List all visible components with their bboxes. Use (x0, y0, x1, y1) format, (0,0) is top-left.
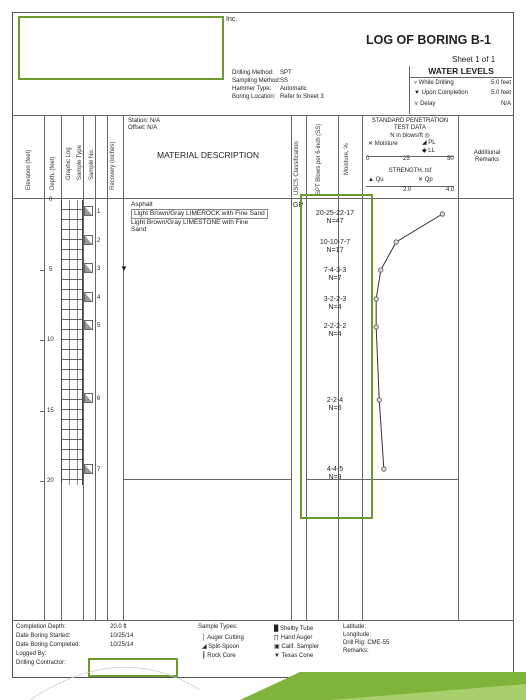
depth-header: Depth, (feet) (50, 156, 56, 190)
loc-label: Remarks: (343, 648, 369, 654)
sample-type-label: Hand Auger (280, 635, 313, 641)
water-row-label: Upon Completion (421, 90, 468, 96)
loc-label: Drill Rig: CME-55 (343, 640, 390, 646)
water-row-label: While Drilling (418, 80, 454, 86)
delay-icon: ⋎ (414, 101, 419, 107)
texas-cone-icon: ▼ (274, 653, 280, 659)
water-row-label: Delay (420, 101, 436, 107)
moisture-header: Moisture, % (344, 143, 350, 175)
footer-label: Completion Depth: (16, 624, 66, 630)
water-level-marker-icon: ▼ (120, 264, 128, 273)
footer-label: Drilling Contractor: (16, 660, 66, 666)
company-suffix: Inc. (226, 16, 238, 23)
sample-type-label: Shelby Tube (279, 626, 314, 632)
additional-remarks-header: Additional Remarks (473, 150, 501, 163)
info-value: SPT (280, 70, 292, 76)
scale-tick-0: 0 (366, 156, 370, 162)
sample-type-label: Auger Cutting (207, 635, 244, 641)
spt-blows-header: SPT Blows per 6-inch (SS) (316, 123, 322, 195)
blow-n-value: N=7 (328, 275, 342, 282)
sample-number: 2 (97, 238, 101, 244)
blow-n-value: N=9 (328, 474, 342, 481)
depth-tick-20: 20 (47, 478, 54, 484)
info-label: Hammer Type: (232, 86, 272, 92)
sample-number: 3 (97, 266, 101, 272)
blow-n-value: N=6 (328, 405, 342, 412)
sample-number: 6 (97, 396, 101, 402)
water-row-value: 5.0 feet (490, 90, 511, 96)
footer-label: Date Boring Completed: (16, 642, 81, 648)
info-value: SS (280, 78, 289, 84)
info-label: Boring Location: (232, 94, 276, 100)
info-value: Automatic (280, 86, 307, 92)
blow-n-value: N=4 (328, 331, 342, 338)
scale-tick-25: 25 (403, 156, 410, 162)
footer-label: Logged By: (16, 651, 47, 657)
blow-sequence: 7-4-3-3 (323, 267, 347, 274)
material-asphalt: Asphalt (131, 201, 153, 208)
graphic-log-header: Graphic Log (66, 147, 72, 180)
blow-sequence: 2-2-4 (326, 397, 344, 404)
material-limestone: Light Brown/Gray LIMESTONE with Fine (131, 219, 249, 226)
blow-n-value: N=47 (326, 218, 344, 225)
depth-tick-15: 15 (47, 408, 54, 414)
white-drilling-icon: ▿ (414, 80, 418, 86)
pl-legend-label: PL (428, 140, 436, 146)
blow-sequence: 20-25-22-17 (315, 210, 355, 217)
material-description-header: MATERIAL DESCRIPTION (157, 150, 260, 160)
elevation-header: Elevation (feet) (26, 149, 32, 190)
qp-x-icon: ✕ (418, 177, 424, 183)
qu-legend-label: Qu (375, 177, 384, 183)
sample-number: 1 (97, 209, 101, 215)
scale-tick-50: 50 (447, 156, 454, 162)
moisture-legend-label: Moisture (374, 141, 398, 147)
footer-value: 20.0 ft (110, 624, 127, 630)
depth-tick-5: 5 (49, 267, 53, 273)
sample-type-label: Split-Spoon (208, 644, 240, 650)
strength-label: STRENGTH, tsf (388, 168, 432, 174)
moisture-x-icon: ✕ (368, 141, 374, 147)
uscs-header: USCS Classification (294, 141, 300, 195)
info-label: Drilling Method: (232, 70, 274, 76)
material-limerock: Light Brown/Gray LIMEROCK with Fine Sand (131, 209, 268, 219)
info-value: Refer to Sheet 3 (280, 94, 324, 100)
station-label: Station: N/A (128, 118, 161, 124)
recovery-header: Recovery (inches) (110, 141, 116, 190)
auger-cutting-icon: │ (202, 635, 206, 641)
blow-sequence: 3-2-2-3 (323, 296, 347, 303)
depth-tick-0: 0 (49, 197, 53, 203)
sample-types-title: Sample Types: (198, 624, 238, 630)
strength-tick-2: 2.0 (403, 187, 412, 193)
blow-sequence: 10-10-7-7 (319, 239, 351, 246)
blow-n-value: N=4 (328, 304, 342, 311)
blow-n-value: N=17 (326, 247, 344, 254)
loc-label: Latitude: (343, 624, 367, 630)
upon-completion-icon: ▼ (414, 90, 420, 96)
strength-tick-4: 4.0 (446, 187, 455, 193)
hand-auger-icon: ∏ (274, 635, 279, 641)
sample-type-header: Sample Type (77, 145, 83, 180)
info-label: Sampling Method: (232, 78, 281, 84)
sample-number: 5 (97, 323, 101, 329)
sample-no-header: Sample No. (89, 148, 95, 180)
blow-sequence: 4-4-5 (326, 466, 344, 473)
sample-number: 7 (97, 467, 101, 473)
log-title: LOG OF BORING B-1 (366, 33, 491, 47)
calif-sampler-icon: ▣ (274, 644, 280, 650)
sample-type-label: Texas Cone (281, 653, 314, 659)
uscs-code: GP (293, 202, 304, 209)
spt-data-subtitle: N in blows/ft ◎ (390, 133, 430, 139)
sample-type-label: Calif. Sampler (281, 644, 320, 650)
footer-label: Date Boring Started: (16, 633, 71, 639)
rock-core-icon: ┃ (202, 653, 206, 659)
split-spoon-icon: ◢ (202, 644, 207, 650)
footer-value: 10/25/14 (110, 633, 134, 639)
offset-label: Offset: N/A (128, 125, 158, 131)
pl-square-icon: ◢ (422, 140, 427, 146)
sample-number: 4 (97, 295, 101, 301)
water-levels-title: WATER LEVELS (428, 66, 494, 76)
sample-type-label: Rock Core (207, 653, 236, 659)
loc-label: Longitude: (343, 632, 372, 638)
depth-tick-10: 10 (47, 337, 54, 343)
qu-triangle-icon: ▲ (368, 177, 374, 183)
water-row-value: 5.0 feet (490, 80, 511, 86)
ll-diamond-icon: ◆ (422, 148, 427, 154)
sheet-number: Sheet 1 of 1 (452, 55, 496, 64)
material-limestone-cont: Sand (131, 226, 147, 233)
ll-legend-label: LL (428, 148, 435, 154)
shelby-tube-icon: █ (274, 626, 279, 632)
blow-sequence: 2-2-2-2 (323, 323, 347, 330)
water-row-value: N/A (500, 101, 511, 107)
spt-data-title: STANDARD PENETRATION TEST DATA (371, 118, 449, 131)
qp-legend-label: Qp (424, 177, 433, 183)
footer-value: 10/25/14 (110, 642, 134, 648)
